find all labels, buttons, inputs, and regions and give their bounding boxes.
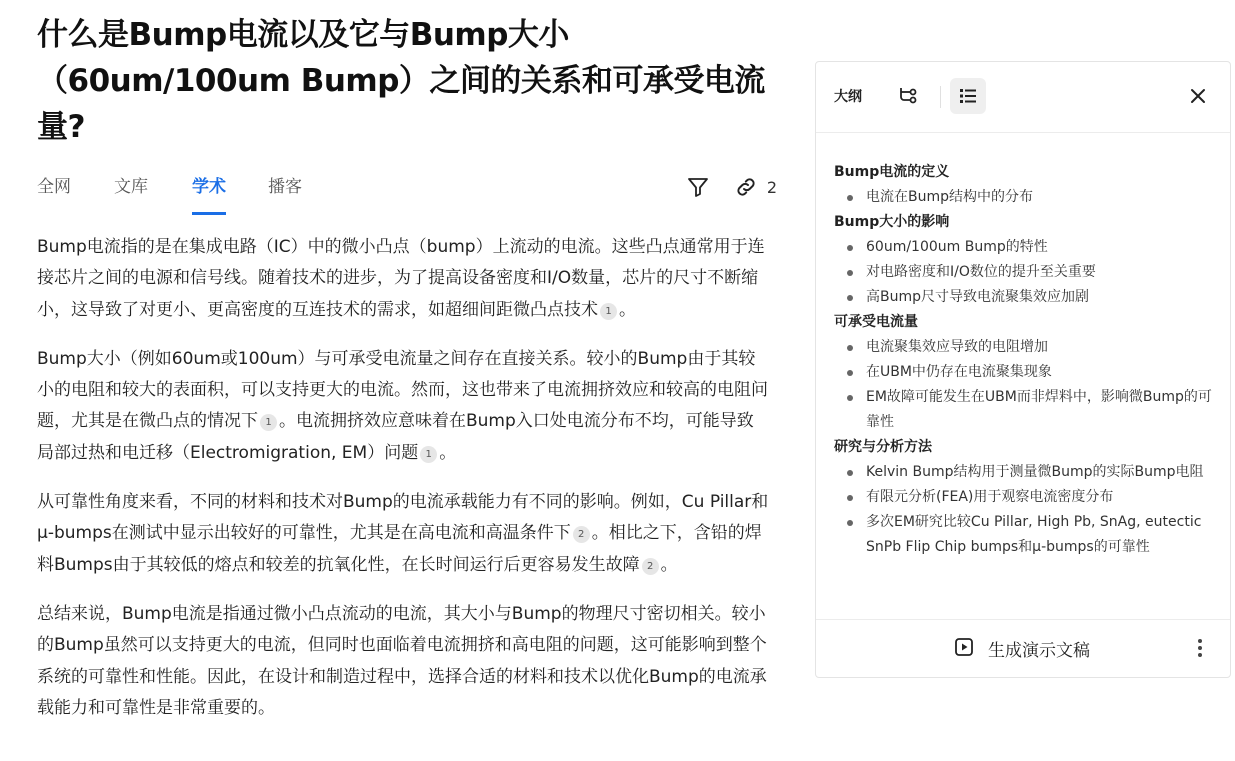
citation-badge[interactable]: 1	[600, 303, 617, 320]
answer-content	[37, 232, 769, 742]
tab-podcast[interactable]: 播客	[268, 177, 302, 197]
tab-tools	[685, 172, 777, 202]
outline-footer	[816, 619, 1230, 677]
outline-section-items	[834, 460, 1214, 560]
paragraph-text: 。相比之下，含铅的焊料Bumps由于其较低的熔点和较差的抗氧化性，在长时间运行后更容易发生故障	[37, 523, 762, 575]
outline-item[interactable]: 有限元分析(FEA)用于观察电流密度分布	[834, 485, 1214, 510]
answer-paragraph	[37, 344, 769, 469]
tab-academic[interactable]: 学术	[192, 172, 226, 215]
outline-section-title[interactable]: Bump电流的定义	[834, 164, 950, 180]
answer-paragraph	[37, 232, 769, 326]
paragraph-text: 从可靠性角度来看，不同的材料和技术对Bump的电流承载能力有不同的影响。例如，Cu Pillar和μ-bumps在测试中显示出较好的可靠性，尤其是在高电流和高温条件下	[37, 492, 769, 544]
paragraph-text: 。电流拥挤效应意味着在Bump入口处电流分布不均，可能导致局部过热和电迁移（Electromigration, EM）问题	[37, 411, 754, 463]
paragraph-text: 总结来说，Bump电流是指通过微小凸点流动的电流，其大小与Bump的物理尺寸密切相关。较小的Bump虽然可以支持更大的电流，但同时也面临着电流拥挤和高电阻的问题，这可能影响到整个系统的可靠性和性能。因此，在设计和制造过程中，选择合适的材料和技术以优化Bump的电流承载能力和可靠性是非常重要的。	[37, 603, 767, 718]
outline-section-title[interactable]: Bump大小的影响	[834, 214, 950, 230]
outline-title: 大纲	[834, 89, 862, 105]
outline-item[interactable]: 在UBM中仍存在电流聚集现象	[834, 360, 1214, 385]
outline-panel	[815, 61, 1231, 678]
outline-section-items	[834, 335, 1214, 435]
outline-list	[834, 160, 1214, 560]
outline-section-title[interactable]: 研究与分析方法	[834, 439, 932, 455]
citation-badge[interactable]: 2	[642, 558, 659, 575]
outline-item[interactable]: 电流聚集效应导致的电阻增加	[834, 335, 1214, 360]
outline-item[interactable]: 电流在Bump结构中的分布	[834, 185, 1214, 210]
tab-all-web[interactable]: 全网	[37, 177, 71, 197]
more-vertical-icon[interactable]	[1190, 636, 1210, 660]
paragraph-text: Bump大小（例如60um或100um）与可承受电流量之间存在直接关系。较小的Bump由于其较小的电阻和较大的表面积，可以支持更大的电流。然而，这也带来了电流拥挤效应和较高的电阻问题，尤其是在微凸点的情况下	[37, 348, 768, 432]
link-count: 2	[766, 177, 777, 197]
citation-badge[interactable]: 1	[260, 414, 277, 431]
outline-item[interactable]: Kelvin Bump结构用于测量微Bump的实际Bump电阻	[834, 460, 1214, 485]
generate-presentation-button[interactable]	[954, 636, 1090, 661]
answer-paragraph	[37, 487, 769, 581]
outline-item[interactable]: 60um/100um Bump的特性	[834, 235, 1214, 260]
outline-header	[816, 62, 1230, 133]
list-icon[interactable]	[950, 78, 986, 114]
close-icon[interactable]	[1180, 78, 1216, 114]
answer-paragraph	[37, 599, 769, 724]
outline-item[interactable]: 多次EM研究比较Cu Pillar, High Pb, SnAg, eutectic SnPb Flip Chip bumps和μ-bumps的可靠性	[834, 510, 1214, 560]
outline-item[interactable]: EM故障可能发生在UBM而非焊料中，影响微Bump的可靠性	[834, 385, 1214, 435]
citation-badge[interactable]: 2	[573, 526, 590, 543]
outline-section-items	[834, 235, 1214, 310]
outline-item[interactable]: 对电路密度和I/O数位的提升至关重要	[834, 260, 1214, 285]
header-divider	[940, 86, 941, 108]
paragraph-text: Bump电流指的是在集成电路（IC）中的微小凸点（bump）上流动的电流。这些凸点通常用于连接芯片之间的电源和信号线。随着技术的进步，为了提高设备密度和I/O数量，芯片的尺寸不断缩小，这导致了对更小、更高密度的互连技术的需求，如超细间距微凸点技术	[37, 237, 765, 320]
page-title: 什么是Bump电流以及它与Bump大小（60um/100um Bump）之间的关系和可承受电流量?	[37, 17, 765, 145]
presentation-icon	[954, 637, 974, 661]
paragraph-text: 。	[439, 442, 457, 463]
outline-item[interactable]: 高Bump尺寸导致电流聚集效应加剧	[834, 285, 1214, 310]
mindmap-icon[interactable]	[890, 78, 926, 114]
paragraph-text: 。	[660, 554, 678, 575]
generate-presentation-label: 生成演示文稿	[988, 641, 1090, 661]
outline-section-title[interactable]: 可承受电流量	[834, 314, 918, 330]
link-icon[interactable]	[733, 174, 759, 200]
paragraph-text: 。	[619, 299, 636, 320]
filter-icon[interactable]	[685, 174, 711, 200]
source-tabs	[37, 172, 777, 216]
tab-library[interactable]: 文库	[114, 177, 148, 197]
outline-section-items	[834, 185, 1214, 210]
citation-badge[interactable]: 1	[420, 446, 437, 463]
